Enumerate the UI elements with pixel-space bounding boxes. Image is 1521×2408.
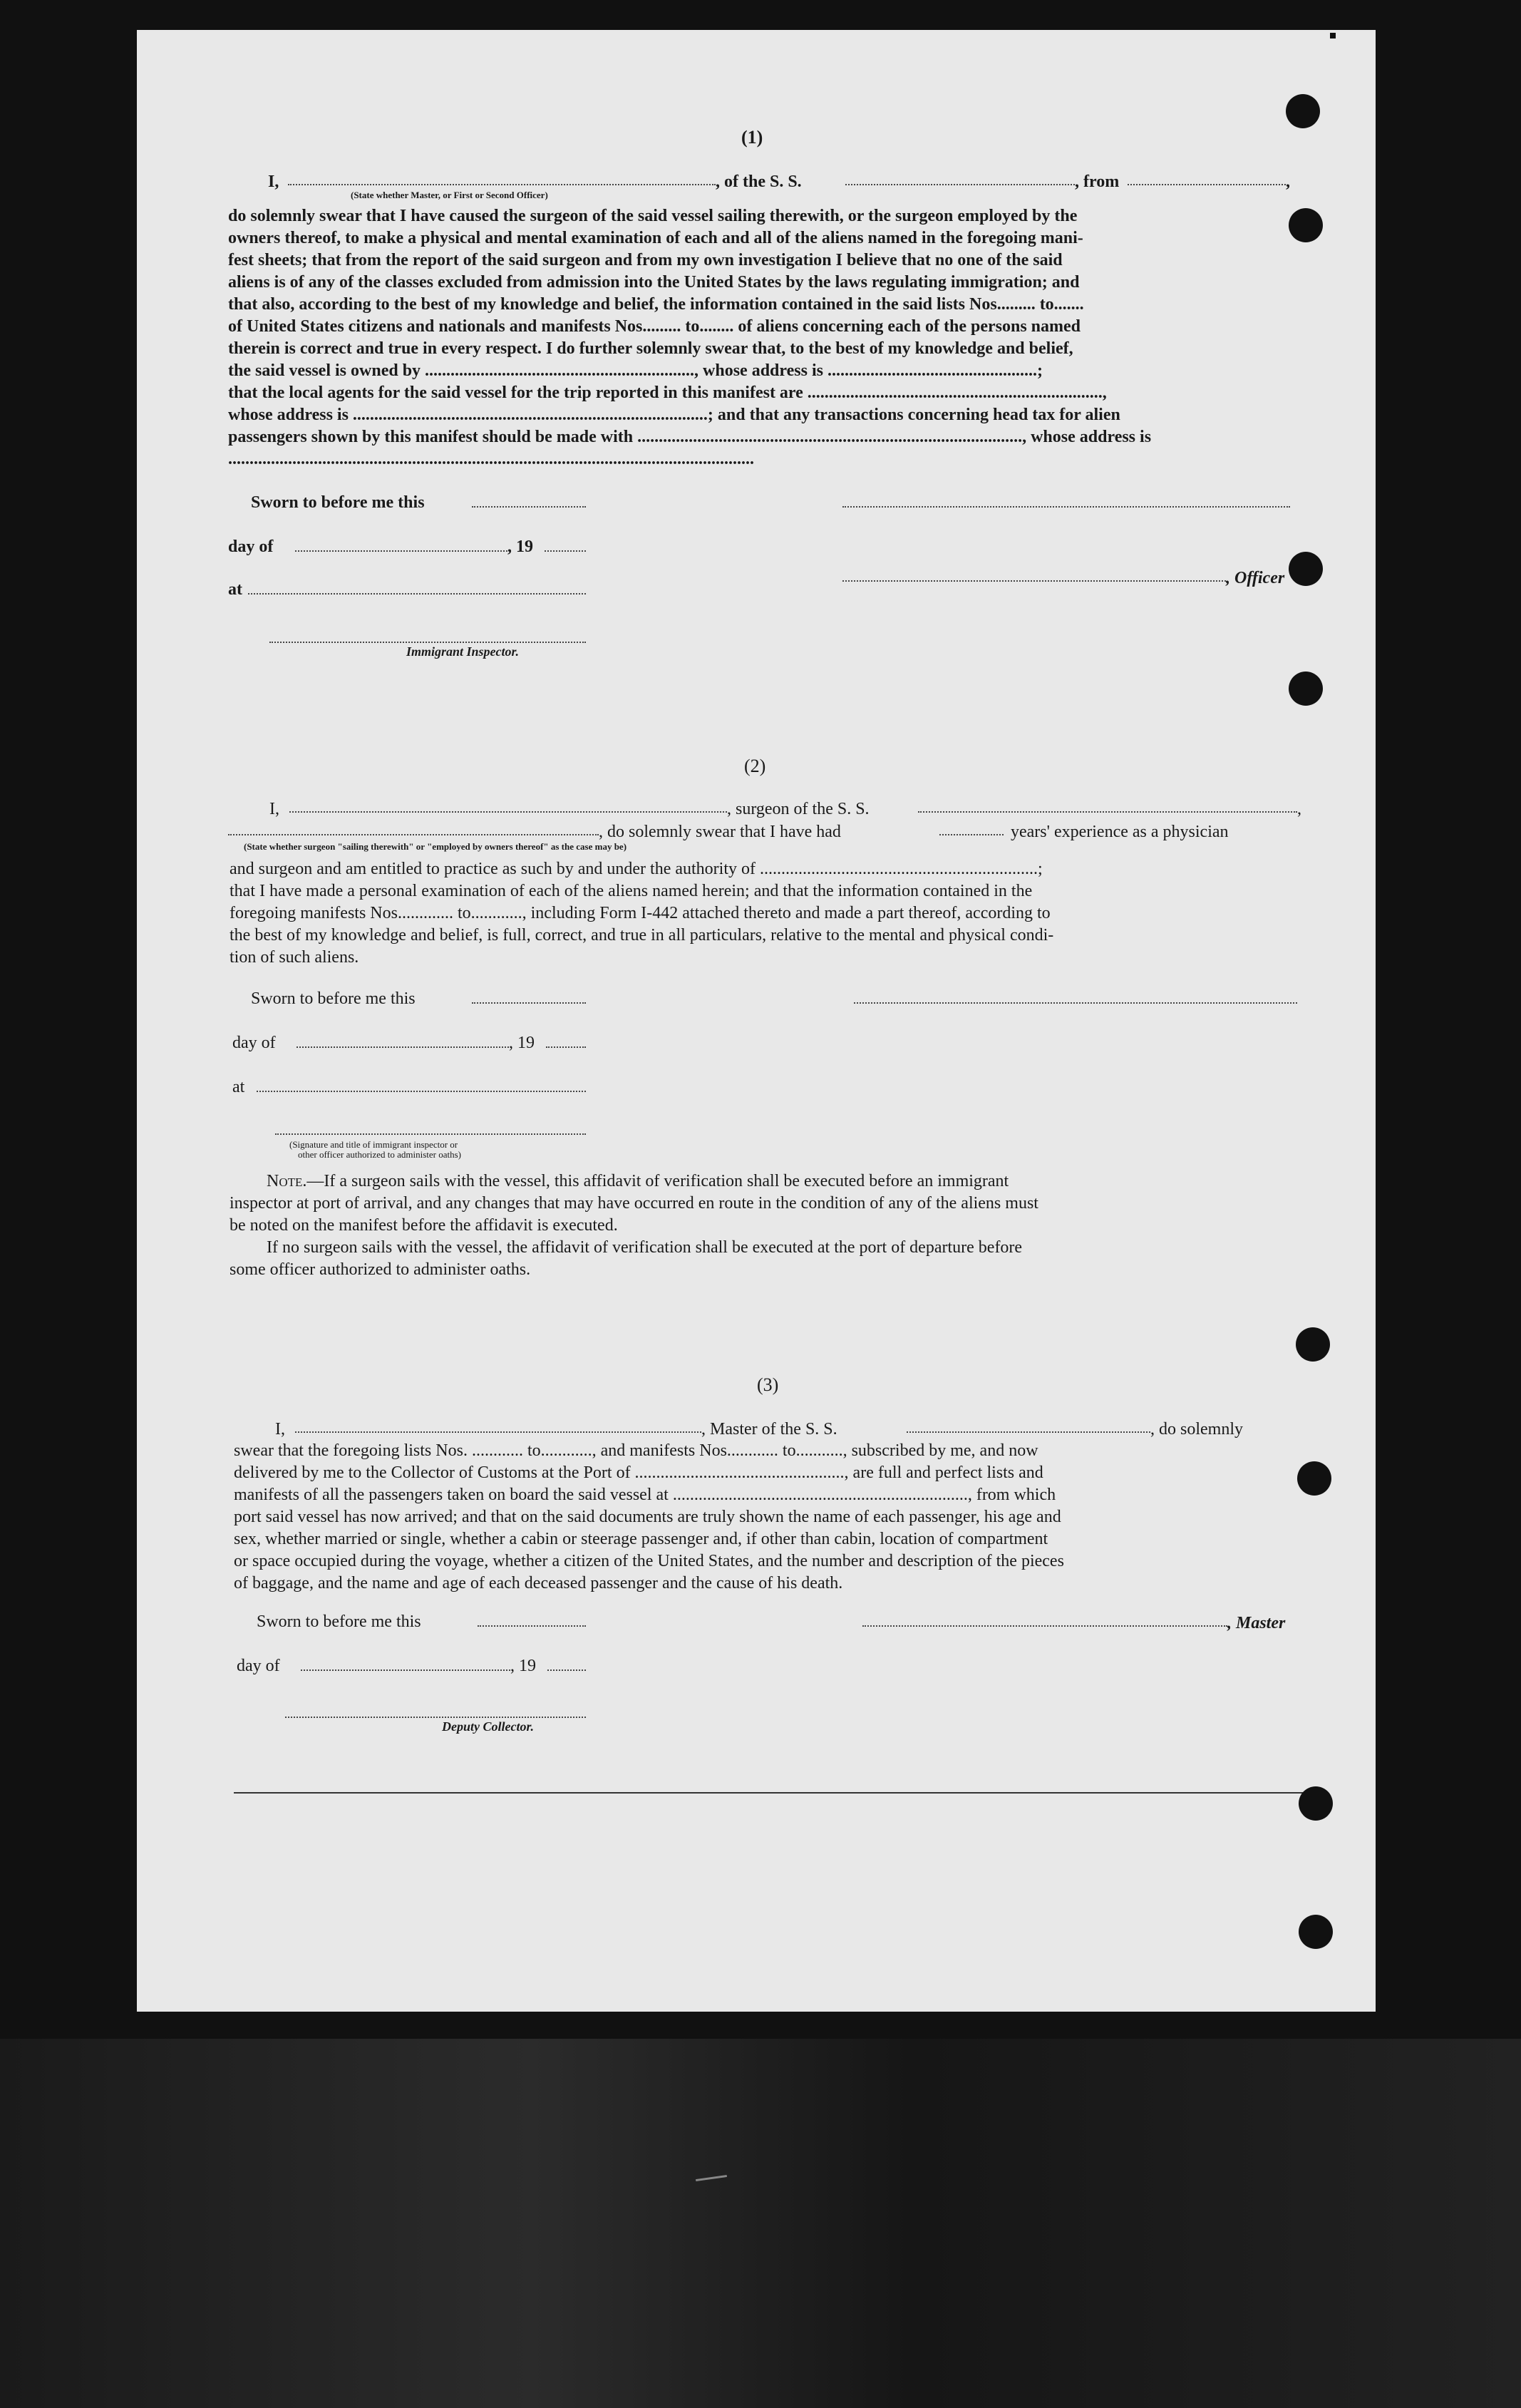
s3-master: , Master of the S. S. — [701, 1420, 837, 1439]
s2-note-label: Note. — [267, 1172, 307, 1190]
binding-hole — [1289, 672, 1323, 706]
s1-at-blank[interactable] — [248, 593, 586, 595]
section-1-number: (1) — [741, 127, 763, 148]
s2-note-line — [230, 1170, 1297, 1193]
s1-at-label: at — [228, 580, 242, 599]
binding-hole — [1299, 1786, 1333, 1821]
s1-body-line: the said vessel is owned by ..............................................................., whose address is .................................................; — [228, 361, 1043, 380]
s3-body-line: port said vessel has now arrived; and that on the said documents are truly shown the name of each passenger, his age and — [234, 1508, 1061, 1526]
s3-sworn-label: Sworn to before me this — [257, 1612, 421, 1631]
s2-signature-blank[interactable] — [854, 1002, 1297, 1004]
s2-at-label: at — [232, 1078, 245, 1096]
s3-deputy-blank[interactable] — [285, 1717, 586, 1718]
s2-note — [230, 1170, 1297, 1281]
s1-body-line: aliens is of any of the classes excluded from admission into the United States by the laws regulating immigration; and — [228, 273, 1080, 292]
scanner-background — [0, 2039, 1521, 2408]
s1-end: , — [1286, 173, 1290, 191]
s3-name-blank[interactable] — [295, 1431, 701, 1433]
s1-body-line: ........................................................................................................................... — [228, 450, 754, 468]
s2-i: I, — [269, 800, 279, 818]
s2-caption: (State whether surgeon "sailing therewith" or "employed by owners thereof" as the case may be) — [244, 841, 627, 852]
s3-deputy-label: Deputy Collector. — [442, 1719, 534, 1734]
section-2-number: (2) — [744, 756, 766, 776]
s1-body-line: fest sheets; that from the report of the said surgeon and from my own investigation I believe that no one of the said — [228, 251, 1063, 269]
s2-year-blank[interactable] — [546, 1046, 586, 1048]
s3-body-line: sex, whether married or single, whether a cabin or steerage passenger and, if other than cabin, location of compartment — [234, 1530, 1048, 1548]
s1-body-line: that the local agents for the said vessel for the trip reported in this manifest are ....................................................................., — [228, 384, 1107, 402]
s1-inspector-blank[interactable] — [269, 642, 586, 643]
s2-day-blank[interactable] — [297, 1046, 509, 1048]
s1-day-blank[interactable] — [295, 550, 507, 552]
s3-year-label: , 19 — [510, 1657, 536, 1675]
s2-inspector-blank[interactable] — [275, 1133, 586, 1135]
s3-sworn-blank[interactable] — [478, 1625, 586, 1627]
s2-swear: , do solemnly swear that I have had — [599, 823, 841, 841]
s1-vessel-blank[interactable] — [845, 184, 1075, 185]
s3-body-line: swear that the foregoing lists Nos. ............ to............, and manifests Nos............ to..........., subscribed by me, and now — [234, 1441, 1038, 1460]
s3-day-of-label: day of — [237, 1657, 280, 1675]
s2-years-blank[interactable] — [939, 834, 1004, 835]
s2-note-line: inspector at port of arrival, and any changes that may have occurred en route in the condition of any of the aliens must — [230, 1194, 1038, 1213]
s1-from-blank[interactable] — [1128, 184, 1286, 185]
s2-note-line: some officer authorized to administer oaths. — [230, 1260, 531, 1279]
s3-day-blank[interactable] — [301, 1669, 510, 1671]
s3-year-blank[interactable] — [547, 1669, 586, 1671]
s2-name-blank[interactable] — [289, 811, 727, 813]
scan-speck — [1330, 33, 1336, 38]
s1-of-ss: , of the S. S. — [716, 173, 802, 191]
s1-sworn-label: Sworn to before me this — [251, 493, 425, 512]
s2-body — [230, 858, 1297, 969]
s1-year-blank[interactable] — [545, 550, 586, 552]
s3-i: I, — [275, 1420, 285, 1439]
s2-sig-caption-2: other officer authorized to administer oaths) — [298, 1149, 461, 1160]
s1-body-line: therein is correct and true in every respect. I do further solemnly swear that, to the best of my knowledge and belief, — [228, 339, 1073, 358]
s1-officer-blank[interactable] — [842, 580, 1226, 582]
s3-body — [234, 1440, 1300, 1595]
s1-body — [228, 205, 1290, 470]
binding-hole — [1297, 1461, 1331, 1496]
s2-body-line: tion of such aliens. — [230, 948, 359, 967]
s2-body-line: the best of my knowledge and belief, is full, correct, and true in all particulars, relative to the mental and physical condi- — [230, 926, 1054, 945]
s2-years-label: years' experience as a physician — [1011, 823, 1229, 841]
binding-hole — [1286, 94, 1320, 128]
document-page — [137, 30, 1376, 2012]
section-3-number: (3) — [757, 1374, 779, 1395]
s2-note-line: be noted on the manifest before the affidavit is executed. — [230, 1216, 618, 1235]
s3-master-signature-blank[interactable] — [862, 1625, 1227, 1627]
s2-body-line: that I have made a personal examination of each of the aliens named herein; and that the information contained in the — [230, 882, 1033, 900]
s3-body-line: or space occupied during the voyage, whether a citizen of the United States, and the number and description of the pieces — [234, 1552, 1064, 1570]
s1-i: I, — [268, 173, 279, 191]
s2-body-line: and surgeon and am entitled to practice as such by and under the authority of .................................................................; — [230, 860, 1043, 878]
s3-swear: , do solemnly — [1150, 1420, 1243, 1439]
s1-year-label: , 19 — [507, 537, 533, 556]
s2-year-label: , 19 — [509, 1034, 535, 1052]
s2-sworn-blank[interactable] — [472, 1002, 586, 1004]
s3-body-line: of baggage, and the name and age of each deceased passenger and the cause of his death. — [234, 1574, 843, 1593]
binding-hole — [1296, 1327, 1330, 1362]
s1-sworn-blank[interactable] — [472, 506, 586, 508]
s2-vessel-blank[interactable] — [918, 811, 1297, 813]
s2-surgeon-of: , surgeon of the S. S. — [727, 800, 870, 818]
s3-body-line: manifests of all the passengers taken on board the said vessel at ....................................................................., from which — [234, 1486, 1056, 1504]
s3-vessel-blank[interactable] — [907, 1431, 1150, 1433]
s1-body-line: passengers shown by this manifest should be made with .........................................................................................., whose address is — [228, 428, 1152, 446]
binding-hole — [1289, 208, 1323, 242]
s3-master-label: , Master — [1227, 1614, 1286, 1632]
s1-day-of-label: day of — [228, 537, 274, 556]
s2-at-blank[interactable] — [257, 1091, 586, 1092]
s2-day-of-label: day of — [232, 1034, 276, 1052]
s2-end: , — [1297, 800, 1301, 818]
bottom-rule — [234, 1792, 1303, 1794]
s3-body-line: delivered by me to the Collector of Customs at the Port of ................................................., are full and perfect lists and — [234, 1463, 1043, 1482]
binding-hole — [1299, 1915, 1333, 1949]
s1-signature-blank[interactable] — [842, 506, 1290, 508]
s2-note-text: —If a surgeon sails with the vessel, this affidavit of verification shall be executed before an immigrant — [306, 1172, 1009, 1190]
s1-officer-label: , Officer — [1226, 569, 1285, 587]
s1-inspector-label: Immigrant Inspector. — [406, 644, 520, 659]
s2-sig-caption-1: (Signature and title of immigrant inspector or — [289, 1139, 458, 1150]
binding-hole — [1289, 552, 1323, 586]
s2-capacity-blank[interactable] — [228, 834, 599, 835]
s1-caption: (State whether Master, or First or Second Officer) — [351, 190, 548, 200]
s2-body-line: foregoing manifests Nos............. to............, including Form I-442 attached thereto and made a part thereof, according to — [230, 904, 1051, 922]
s2-note-line: If no surgeon sails with the vessel, the affidavit of verification shall be executed at the port of departure before — [267, 1238, 1023, 1257]
s1-from: , from — [1075, 173, 1120, 191]
s1-body-line: do solemnly swear that I have caused the surgeon of the said vessel sailing therewith, or the surgeon employed by the — [228, 207, 1078, 225]
s1-body-line: whose address is ...................................................................................; and that any transactions concerning head tax for alien — [228, 406, 1120, 424]
s1-body-line: owners thereof, to make a physical and mental examination of each and all of the aliens named in the foregoing mani- — [228, 229, 1083, 247]
s1-body-line: of United States citizens and nationals and manifests Nos......... to........ of aliens concerning each of the persons named — [228, 317, 1081, 336]
s1-name-blank[interactable] — [288, 184, 716, 185]
s1-body-line: that also, according to the best of my knowledge and belief, the information contained in the said lists Nos......... to....... — [228, 295, 1084, 314]
s2-sworn-label: Sworn to before me this — [251, 989, 416, 1008]
